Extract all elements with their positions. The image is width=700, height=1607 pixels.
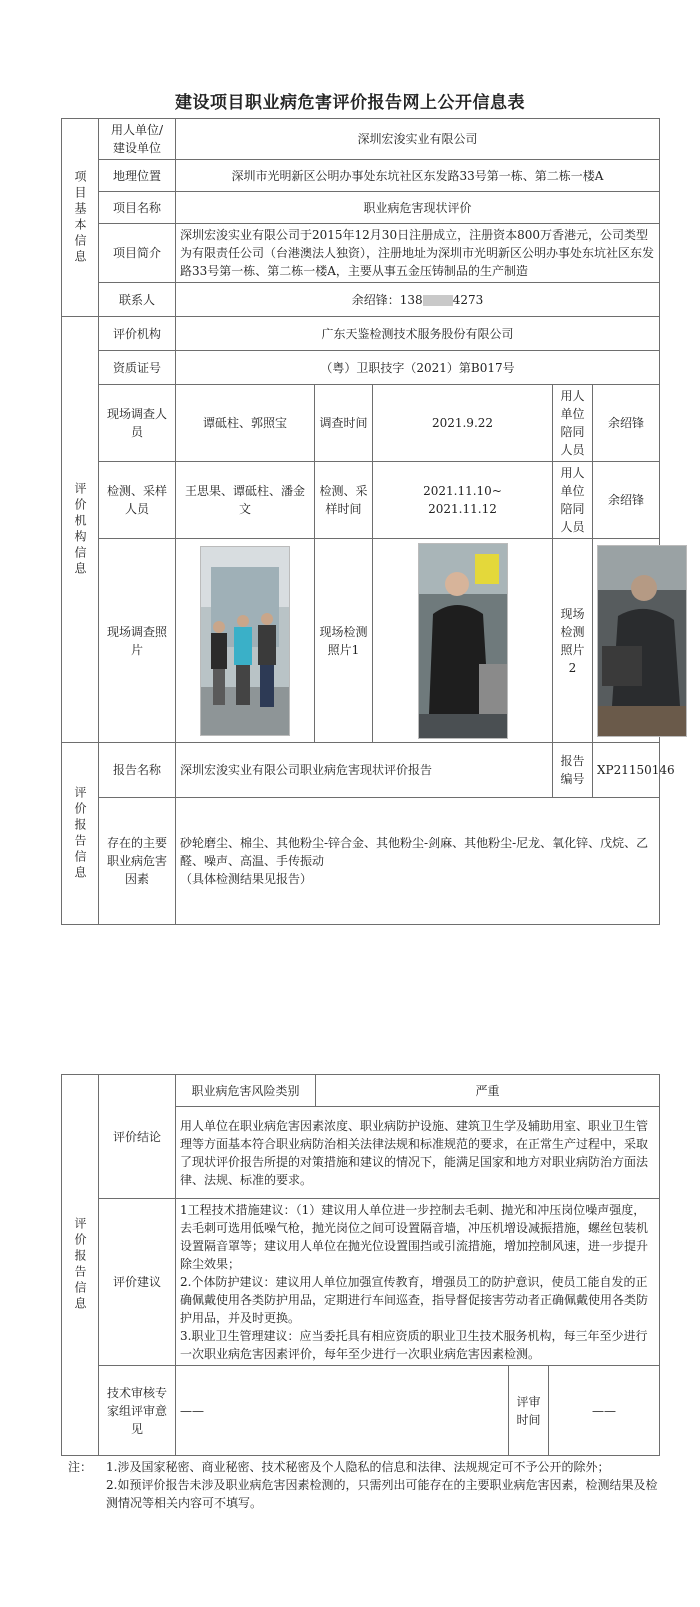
section-agency-info: 评价机构信息 [62,317,99,743]
survey-people-value: 谭砥柱、郭照宝 [176,385,315,462]
contact-phone-suffix: 4273 [452,292,484,307]
employer-value: 深圳宏浚实业有限公司 [176,119,660,160]
sampling-people-value: 王思果、谭砥柱、潘金文 [176,462,315,539]
page-title: 建设项目职业病危害评价报告网上公开信息表 [175,93,525,113]
location-label: 地理位置 [99,160,176,192]
survey-photo-cell [176,539,315,743]
expert-value: —— [176,1366,509,1456]
expert-label: 技术审核专家组评审意见 [99,1366,176,1456]
employer-label-line2: 建设单位 [112,141,161,155]
detection-photo-1-cell [373,539,553,743]
report-name-label: 报告名称 [99,743,176,798]
advice-label: 评价建议 [99,1199,176,1366]
note-1: 1.涉及国家秘密、商业秘密、技术秘密及个人隐私的信息和法律、法规规定可不予公开的除外； [106,1460,610,1474]
detection-photo-2-cell [593,539,660,743]
contact-phone-prefix: 余绍锋：138 [351,292,423,307]
detection-photo-2 [597,545,687,737]
sampling-people-label: 检测、采样人员 [99,462,176,539]
detection-photo-1-label: 现场检测照片1 [315,539,373,743]
accompany-label: 用人单位陪同人员 [553,385,593,462]
agency-label: 评价机构 [99,317,176,351]
hazard-note: （具体检测结果见报告） [180,872,313,886]
survey-photo-label: 现场调查照片 [99,539,176,743]
survey-people-label: 现场调查人员 [99,385,176,462]
hazard-label: 存在的主要职业病危害因素 [99,798,176,925]
survey-photo [200,546,290,736]
project-name-value: 职业病危害现状评价 [176,192,660,224]
location-value: 深圳市光明新区公明办事处东坑社区东发路33号第一栋、第二栋一楼A [176,160,660,192]
info-table-1 [61,118,675,925]
risk-value: 严重 [316,1075,660,1107]
advice-engineering: 1工程技术措施建议：（1）建议用人单位进一步控制去毛刺、抛光和冲压岗位噪声强度，去毛刺可选用低噪气枪，抛光岗位之间可设置隔音墙，冲压机增设减振措施，螺丝包装机设置隔音罩等；建议用人单位在抛光位设置围挡或引流措施，增加控制风速，进一步提升除尘效果； [180,1203,649,1271]
detection-photo-2-label: 现场检测照片2 [553,539,593,743]
risk-label: 职业病危害风险类别 [176,1075,316,1107]
hazard-list: 砂轮磨尘、棉尘、其他粉尘-锌合金、其他粉尘-剑麻、其他粉尘-尼龙、氧化锌、戊烷、乙醛、噪声、高温、手传振动 [180,836,649,868]
notes-body [106,1458,666,1512]
conclusion-value: 用人单位在职业病危害因素浓度、职业病防护设施、建筑卫生学及辅助用室、职业卫生管理等方面基本符合职业病防治相关法律法规和标准规范的要求，在正常生产过程中，采取了现状评价报告所提的对策措施和建议的情况下，能满足国家和地方对职业病防治方面法律、法规、标准的要求。 [176,1107,660,1199]
sampling-time-end: 2021.11.12 [428,502,497,516]
employer-label-line1: 用人单位/ [110,123,164,137]
section-report-info-2: 评价报告信息 [62,1075,99,1456]
info-table-2 [61,1074,660,1456]
review-time-label: 评审时间 [509,1366,549,1456]
section-basic-info: 项目基本信息 [62,119,99,317]
section-report-info: 评价报告信息 [62,743,99,925]
redaction-mask [423,295,453,306]
project-intro-value: 深圳宏浚实业有限公司于2015年12月30日注册成立，注册资本800万香港元，公司类型为有限责任公司（台港澳法人独资），注册地址为深圳市光明新区公明办事处东坑社区东发路33号第一栋、第二栋一楼A，主要从事五金压铸制品的生产制造 [176,224,660,283]
project-name-label: 项目名称 [99,192,176,224]
conclusion-label: 评价结论 [99,1075,176,1199]
report-name-value: 深圳宏浚实业有限公司职业病危害现状评价报告 [176,743,553,798]
report-no-value: XP21150146 [593,743,660,798]
contact-value [176,283,660,317]
certificate-label: 资质证号 [99,351,176,385]
accompany-value: 余绍锋 [593,385,660,462]
advice-personal: 2.个体防护建议：建议用人单位加强宣传教育，增强员工的防护意识，使员工能自发的正确佩戴使用各类防护用品，定期进行车间巡查，指导督促接害劳动者正确佩戴使用各类防护用品，并及时更换。 [180,1275,649,1325]
notes-label: 注： [68,1460,93,1474]
report-no-label: 报告编号 [553,743,593,798]
note-2: 2.如预评价报告未涉及职业病危害因素检测的，只需列出可能存在的主要职业病危害因素，检测结果及检测情况等相关内容可不填写。 [106,1478,658,1510]
agency-value: 广东天鉴检测技术服务股份有限公司 [176,317,660,351]
employer-label [99,119,176,160]
survey-time-value: 2021.9.22 [373,385,553,462]
advice-value [176,1199,660,1366]
accompany-value-2: 余绍锋 [593,462,660,539]
sampling-time-label: 检测、采样时间 [315,462,373,539]
hazard-value [176,798,660,925]
sampling-time-value [373,462,553,539]
detection-photo-1 [418,543,508,739]
certificate-value: （粤）卫职技字（2021）第B017号 [176,351,660,385]
sampling-time-start: 2021.11.10~ [423,484,502,498]
accompany-label-2: 用人单位陪同人员 [553,462,593,539]
project-intro-label: 项目简介 [99,224,176,283]
survey-time-label: 调查时间 [315,385,373,462]
advice-management: 3.职业卫生管理建议：应当委托具有相应资质的职业卫生技术服务机构，每三年至少进行一次职业病危害因素评价，每年至少进行一次职业病危害因素检测。 [180,1329,648,1361]
contact-label: 联系人 [99,283,176,317]
review-time-value: —— [549,1366,660,1456]
